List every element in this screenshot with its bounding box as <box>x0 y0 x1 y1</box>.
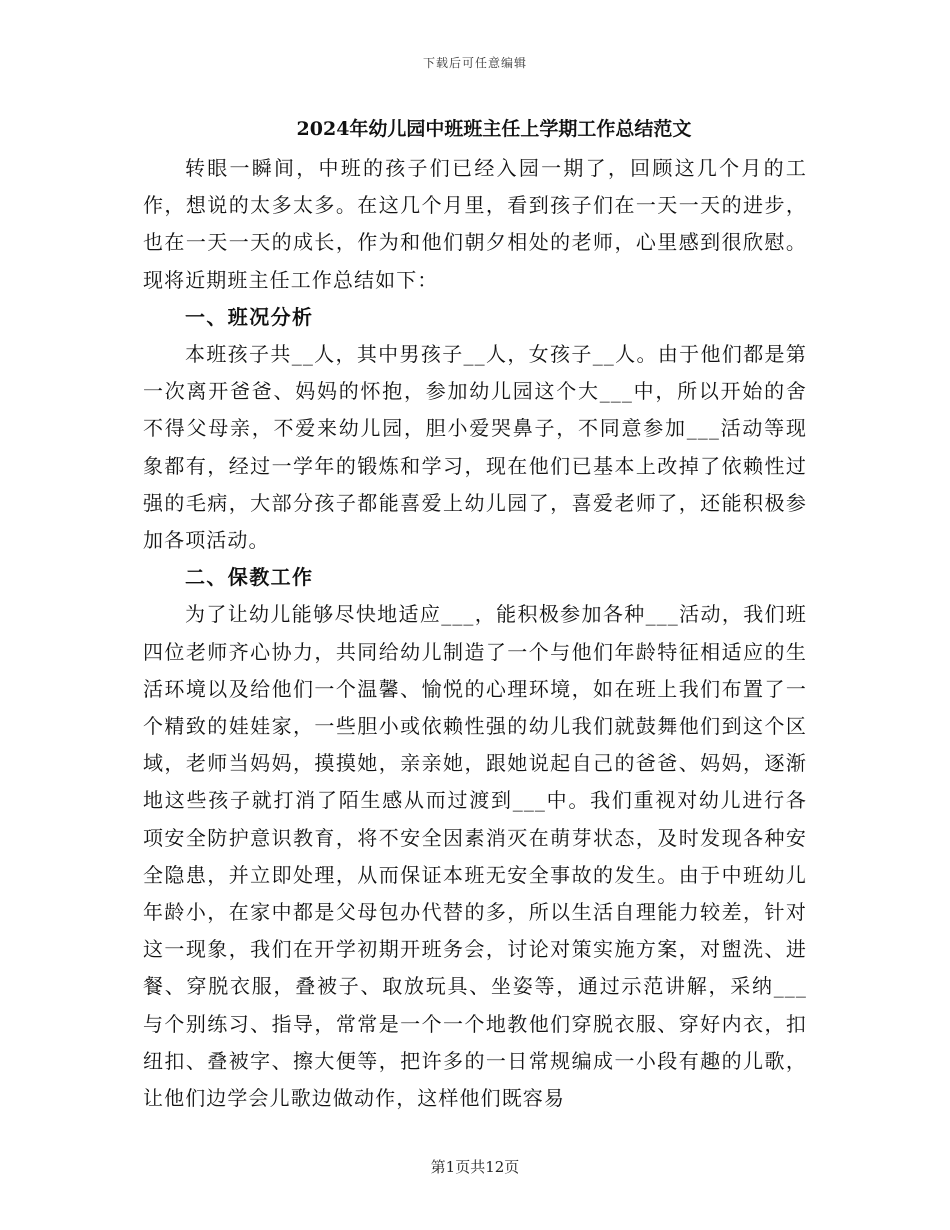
document-title: 2024年幼儿园中班班主任上学期工作总结范文 <box>296 118 692 140</box>
section-paragraph-care-education: 为了让幼儿能够尽快地适应___，能积极参加各种___活动，我们班四位老师齐心协力，共同给幼儿制造了一个与他们年龄特征相适应的生活环境以及给他们一个温馨、愉悦的心理环境，如在班上我们布置了一个精致的娃娃家，一些胆小或依赖性强的幼儿我们就鼓舞他们到这个区域，老师当妈妈，摸摸她，亲亲她，跟她说起自己的爸爸、妈妈，逐渐地这些孩子就打消了陌生感从而过渡到___中。我们重视对幼儿进行各项安全防护意识教育，将不安全因素消灭在萌芽状态，及时发现各种安全隐患，并立即处理，从而保证本班无安全事故的发生。由于中班幼儿年龄小，在家中都是父母包办代替的多，所以生活自理能力较差，针对这一现象，我们在开学初期开班务会，讨论对策实施方案，对盥洗、进餐、穿脱衣服，叠被子、取放玩具、坐姿等，通过示范讲解，采纳___与个别练习、指导，常常是一个一个地教他们穿脱衣服、穿好内衣，扣纽扣、叠被字、擦大便等，把许多的一日常规编成一小段有趣的儿歌，让他们边学会儿歌边做动作，这样他们既容易 <box>143 602 807 1111</box>
document-body <box>143 112 807 1117</box>
section-heading-care-education: 二、保教工作 <box>185 565 314 590</box>
page-header-note: 下载后可任意编辑 <box>422 56 527 70</box>
page-number: 第1页共12页 <box>430 1158 520 1176</box>
section-heading-class-analysis: 一、班况分析 <box>185 304 314 329</box>
intro-paragraph: 转眼一瞬间，中班的孩子们已经入园一期了，回顾这几个月的工作，想说的太多太多。在这几个月里，看到孩子们在一天一天的进步，也在一天一天的成长，作为和他们朝夕相处的老师，心里感到很欣慰。现将近期班主任工作总结如下： <box>143 156 807 292</box>
section-paragraph-class-analysis: 本班孩子共__人，其中男孩子__人，女孩子__人。由于他们都是第一次离开爸爸、妈妈的怀抱，参加幼儿园这个大___中，所以开始的舍不得父母亲，不爱来幼儿园，胆小爱哭鼻子，不同意参加___活动等现象都有，经过一学年的锻炼和学习，现在他们已基本上改掉了依赖性过强的毛病，大部分孩子都能喜爱上幼儿园了，喜爱老师了，还能积极参加各项活动。 <box>143 342 807 553</box>
